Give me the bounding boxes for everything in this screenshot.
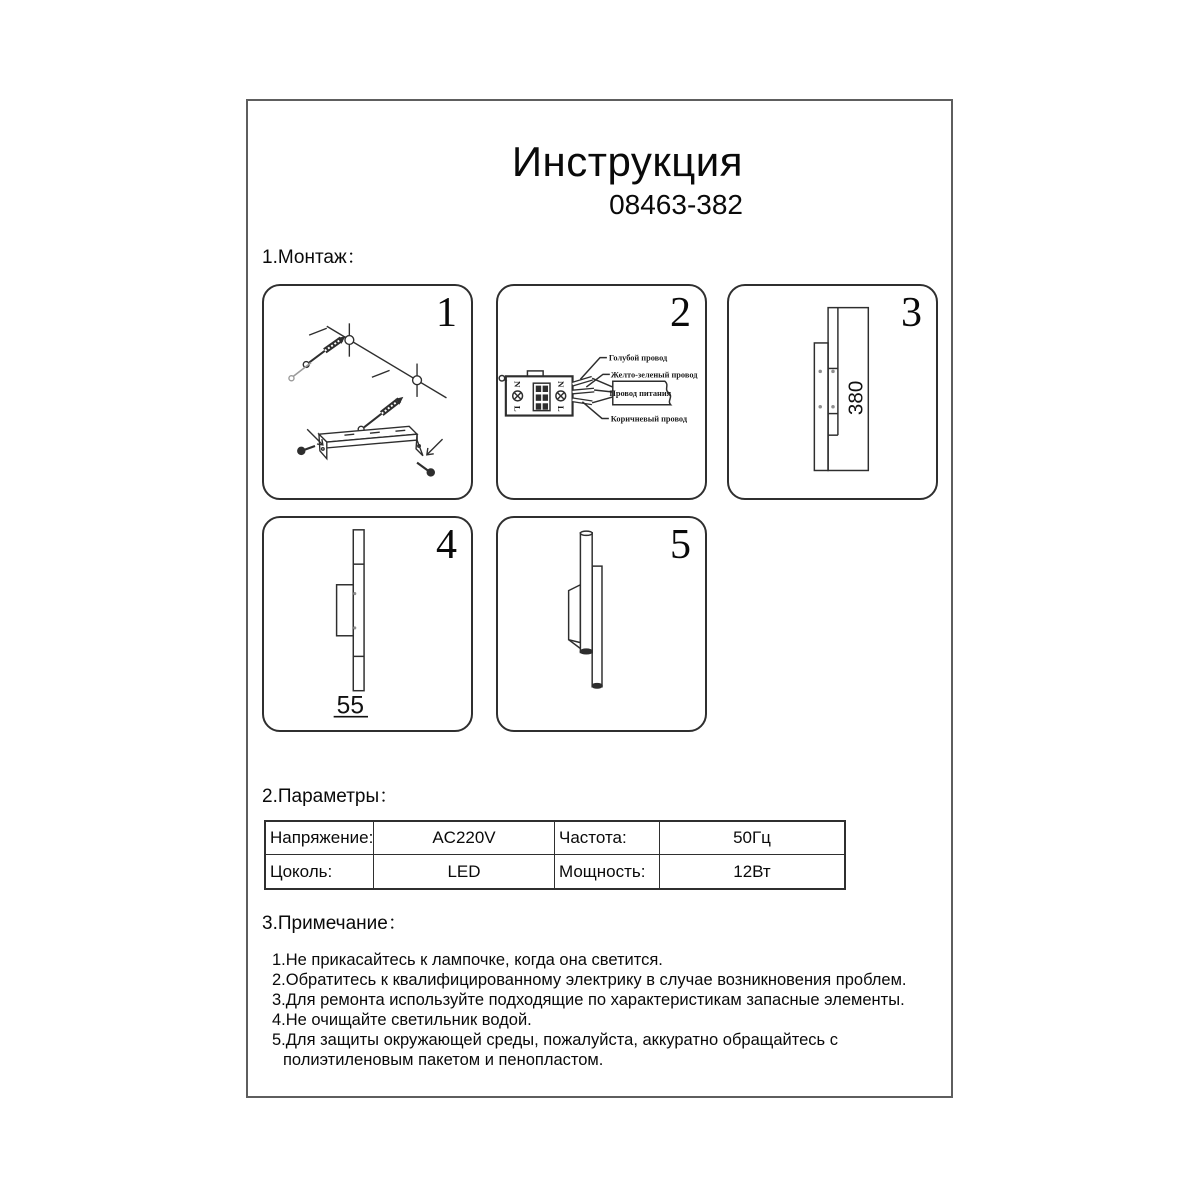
step-number-5: 5 — [670, 522, 691, 568]
terminal-l-left: L — [512, 405, 523, 412]
step-number-3: 3 — [901, 290, 922, 336]
wire-label-yellow-green: Желто-зеленый провод — [610, 370, 698, 380]
montage-step-5-panel — [496, 516, 707, 732]
montage-step-1-panel — [262, 284, 473, 500]
terminal-n-left: N — [512, 380, 523, 388]
note-item-1: 1.Не прикасайтесь к лампочке, когда она светится. — [272, 951, 663, 969]
param-voltage-label: Напряжение: — [266, 822, 374, 855]
param-socket-value: LED — [374, 855, 555, 888]
wire-label-power-cord: Провод питания — [609, 388, 672, 398]
title-block — [246, 140, 743, 220]
param-frequency-value: 50Гц — [660, 822, 844, 855]
note-item-5: 5.Для защиты окружающей среды, пожалуйста, аккуратно обращайтесь с полиэтиленовым пакетом и пенопластом. — [272, 1031, 838, 1069]
wire-label-brown: Коричневый провод — [610, 414, 688, 424]
param-socket-label: Цоколь: — [266, 855, 374, 888]
param-power-value: 12Вт — [733, 861, 771, 881]
montage-step-4-panel — [262, 516, 473, 732]
model-number: 08463-382 — [609, 189, 743, 220]
notes-list — [272, 950, 917, 1070]
section-heading-notes: 3.Примечание： — [262, 913, 407, 934]
note-item-4: 4.Не очищайте светильник водой. — [272, 1011, 532, 1029]
wire-label-blue: Голубой провод — [608, 353, 668, 363]
dimension-55: 55 — [336, 692, 364, 720]
section-heading-montage: 1.Монтаж： — [262, 247, 366, 268]
note-item-2: 2.Обратитесь к квалифицированному электрику в случае возникновения проблем. — [272, 971, 907, 989]
parameters-table — [264, 820, 846, 890]
param-power-label: Мощность: — [555, 855, 660, 888]
terminal-l-right: L — [555, 405, 566, 412]
note-item-3: 3.Для ремонта используйте подходящие по характеристикам запасные элементы. — [272, 991, 905, 1009]
step-number-1: 1 — [436, 290, 457, 336]
page-title: Инструкция — [511, 138, 743, 185]
montage-step-2-panel — [496, 284, 707, 500]
step-number-4: 4 — [436, 522, 457, 568]
param-voltage-value: AC220V — [374, 822, 555, 855]
step-number-2: 2 — [670, 290, 691, 336]
param-frequency-label: Частота: — [555, 822, 660, 855]
section-heading-parameters: 2.Параметры： — [262, 786, 399, 807]
terminal-n-right: N — [555, 380, 566, 388]
montage-step-3-panel — [727, 284, 938, 500]
dimension-380: 380 — [844, 380, 868, 416]
